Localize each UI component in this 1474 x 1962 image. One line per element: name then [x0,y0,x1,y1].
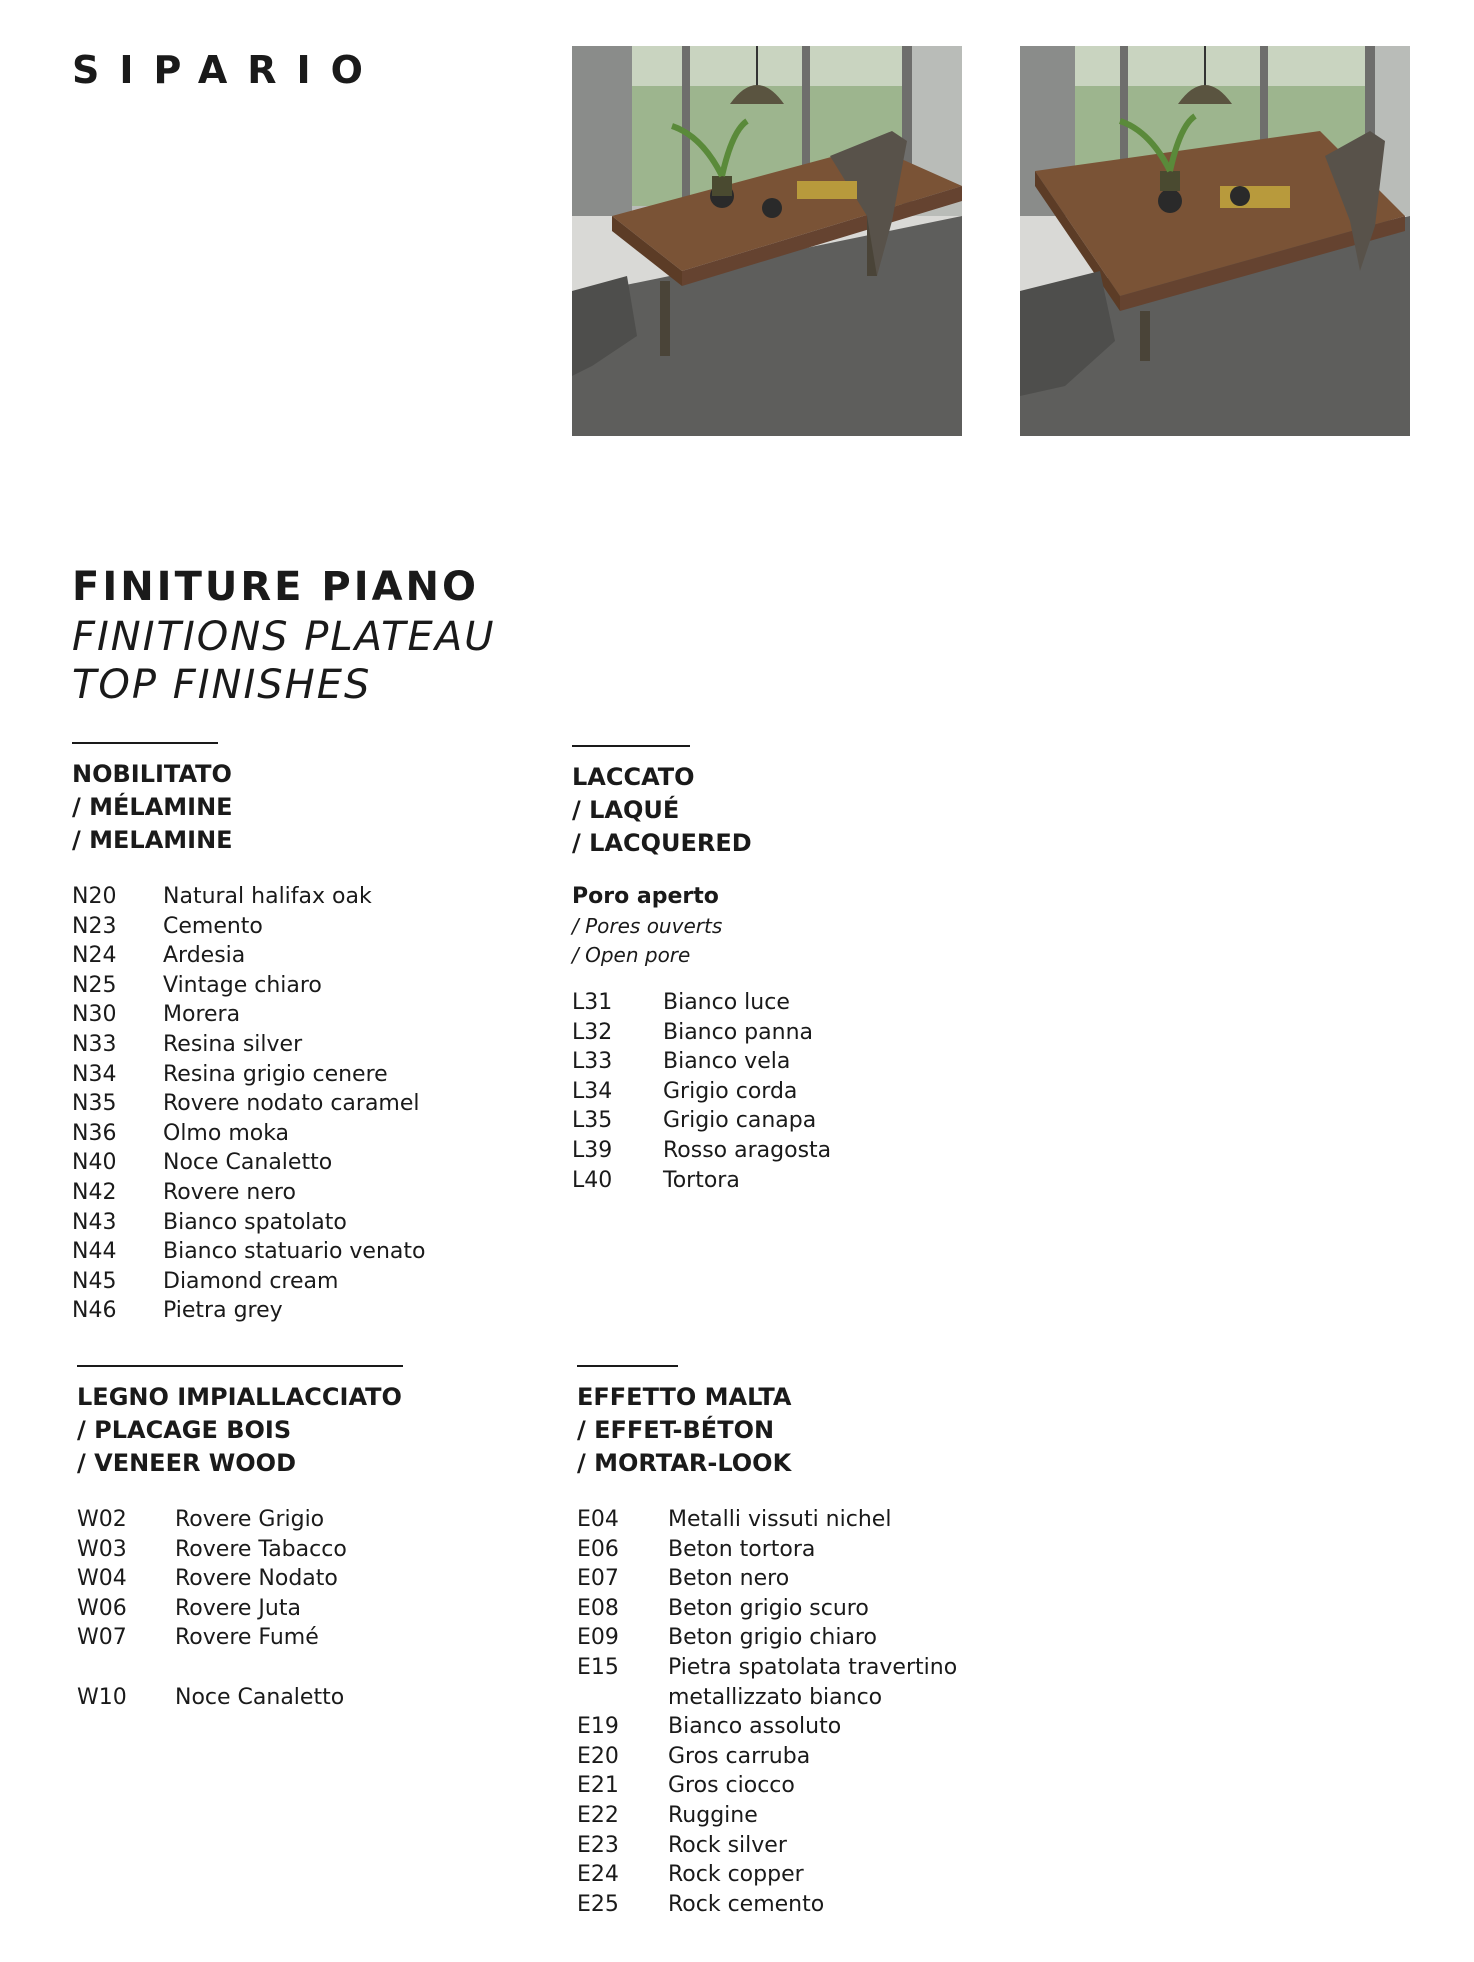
finish-name: Rock copper [668,1862,804,1888]
finish-name: Ardesia [163,943,246,969]
section-title-en: / MORTAR-LOOK [577,1449,792,1477]
list-item [577,1623,997,1653]
finish-code: N40 [72,1150,117,1176]
list-item [577,1594,997,1624]
finish-code: E04 [577,1507,619,1532]
finish-code: E23 [577,1832,619,1858]
list-item [572,1077,972,1107]
finish-name: Rock silver [668,1832,787,1858]
finish-code: N23 [72,913,117,939]
finish-name: Resina grigio cenere [163,1061,388,1087]
section-title-fr: / EFFET-BÉTON [577,1416,775,1444]
subsection-title-fr: / Pores ouverts [572,914,723,938]
section-laccato [572,745,972,1195]
list-item-continuation [577,1683,997,1713]
finish-name: Gros ciocco [668,1773,795,1799]
finish-name: Morera [163,1002,241,1028]
finish-name: Beton grigio scuro [668,1595,869,1621]
finish-code: N34 [72,1061,117,1087]
finish-name: Grigio corda [663,1078,798,1104]
brand-title: SIPARIO [72,48,383,92]
finish-code: E19 [577,1714,619,1740]
list-item [77,1564,497,1594]
finish-name: Rovere Grigio [175,1507,325,1532]
finish-name: Rovere nodato caramel [163,1091,420,1117]
finish-code: L40 [572,1167,613,1193]
finish-name: Pietra grey [163,1298,283,1324]
list-item [577,1860,997,1890]
list-item [72,1208,472,1238]
section-rule [72,742,218,744]
finish-code: E09 [577,1625,619,1651]
finish-name: Cemento [163,913,263,939]
list-item [72,971,472,1001]
finish-code: N46 [72,1298,117,1324]
list-item [72,941,472,971]
list-item [577,1890,997,1920]
finish-name: Diamond cream [163,1268,339,1294]
finish-name: Bianco vela [663,1049,791,1075]
section-title-en: / LACQUERED [572,829,752,857]
finish-list [577,1505,997,1919]
list-item [72,1296,472,1326]
list-item [72,1089,472,1119]
list-item [577,1771,997,1801]
finish-code: L39 [572,1137,613,1163]
finish-name: Olmo moka [163,1120,290,1146]
list-item [572,1136,972,1166]
finish-code: W03 [77,1536,127,1562]
list-item [577,1742,997,1772]
list-item [572,1018,972,1048]
section-title-it: LACCATO [572,763,695,791]
section-title-fr: / PLACAGE BOIS [77,1416,292,1444]
finish-name: Bianco spatolato [163,1209,347,1235]
finish-code: N30 [72,1002,117,1028]
finish-code: E06 [577,1536,619,1562]
finish-code: N45 [72,1268,117,1294]
finish-code: E08 [577,1595,619,1621]
list-item [577,1535,997,1565]
finish-code: E15 [577,1654,619,1680]
list-item [577,1712,997,1742]
finish-name: Gros carruba [668,1743,811,1769]
list-item [77,1505,497,1535]
finish-name: Bianco statuario venato [163,1239,426,1265]
section-malta [577,1365,997,1919]
finish-name: Tortora [663,1167,740,1193]
section-title-fr: / LAQUÉ [572,796,680,824]
list-item [72,882,472,912]
finish-code: E07 [577,1566,619,1592]
list-item [77,1594,497,1624]
list-item [72,1000,472,1030]
finish-code: N24 [72,943,117,969]
section-title-fr: / MÉLAMINE [72,793,233,821]
list-item [572,1106,972,1136]
finish-name: Rock cemento [668,1891,825,1917]
subsection-open-pore [572,882,972,970]
finish-name: Beton tortora [668,1536,816,1562]
finish-name: Rovere Juta [175,1595,301,1621]
section-title-en: / MELAMINE [72,826,233,854]
finish-code: E25 [577,1891,619,1917]
subsection-title-it: Poro aperto [572,884,719,909]
finish-name: Noce Canaletto [175,1684,345,1710]
product-photo-rectangular [572,46,962,436]
finish-code: W10 [77,1684,127,1710]
list-item [72,1030,472,1060]
list-item [72,1148,472,1178]
list-item [577,1801,997,1831]
list-item [72,1119,472,1149]
finish-code: E21 [577,1773,619,1799]
finish-name: metallizzato bianco [668,1684,883,1710]
finish-code: L32 [572,1019,613,1045]
list-item [577,1564,997,1594]
finish-name: Bianco luce [663,990,790,1015]
heading-english: TOP FINISHES [72,662,372,708]
finish-name: Resina silver [163,1031,303,1057]
list-item [72,1178,472,1208]
finish-code: L33 [572,1049,613,1075]
list-item [572,988,972,1018]
finish-name: Bianco assoluto [668,1714,842,1740]
heading-french: FINITIONS PLATEAU [72,614,496,660]
finish-code: N25 [72,972,117,998]
finish-name: Beton grigio chiaro [668,1625,877,1651]
finish-name: Beton nero [668,1566,790,1592]
finish-code: L34 [572,1078,613,1104]
finish-code: W02 [77,1507,127,1532]
section-legno [77,1365,497,1712]
section-rule [572,745,690,747]
finish-code: N33 [72,1031,117,1057]
finish-name: Rovere nero [163,1179,296,1205]
list-item [72,1060,472,1090]
finish-list [72,882,472,1326]
finish-name: Vintage chiaro [163,972,322,998]
list-item [572,1047,972,1077]
list-item [77,1535,497,1565]
finish-code [77,1653,175,1683]
finish-list [572,988,972,1195]
finish-name: Ruggine [668,1802,758,1828]
finish-code: N20 [72,884,117,909]
section-title-en: / VENEER WOOD [77,1449,296,1477]
finish-code: E20 [577,1743,619,1769]
list-item [72,912,472,942]
list-item [77,1683,497,1713]
list-item [572,1166,972,1196]
product-photo-square [1020,46,1410,436]
finish-list [77,1505,497,1712]
finish-name: Pietra spatolata travertino [668,1654,958,1680]
finish-code: E22 [577,1802,619,1828]
list-item [77,1623,497,1653]
finish-code: L35 [572,1108,613,1134]
finish-code: N42 [72,1179,117,1205]
section-title-it: EFFETTO MALTA [577,1383,792,1411]
finish-code: E24 [577,1862,619,1888]
finish-name: Noce Canaletto [163,1150,333,1176]
list-item [72,1237,472,1267]
finish-code: W07 [77,1625,127,1651]
list-item [577,1831,997,1861]
finish-code: L31 [572,990,613,1015]
section-title-it: LEGNO IMPIALLACCIATO [77,1383,402,1411]
finish-code [577,1683,668,1713]
finish-name: Bianco panna [663,1019,813,1045]
finish-code: N44 [72,1239,117,1265]
finish-name: Rovere Tabacco [175,1536,347,1562]
finish-code: W04 [77,1566,127,1592]
section-rule [77,1365,403,1367]
finish-name: Rosso aragosta [663,1137,832,1163]
section-nobilitato [72,742,472,1326]
section-title-it: NOBILITATO [72,760,232,788]
list-item [72,1267,472,1297]
subsection-title-en: / Open pore [572,943,691,967]
list-spacer [77,1653,497,1683]
list-item [577,1505,997,1535]
finish-code: W06 [77,1595,127,1621]
finish-name: Rovere Fumé [175,1625,319,1651]
finish-code: N36 [72,1120,117,1146]
finish-name: Metalli vissuti nichel [668,1507,892,1532]
finish-name: Natural halifax oak [163,884,372,909]
heading-italian: FINITURE PIANO [72,564,480,610]
list-item [577,1653,997,1683]
finish-name: Grigio canapa [663,1108,817,1134]
finish-code: N43 [72,1209,117,1235]
finish-code: N35 [72,1091,117,1117]
section-rule [577,1365,678,1367]
finish-name: Rovere Nodato [175,1566,338,1592]
